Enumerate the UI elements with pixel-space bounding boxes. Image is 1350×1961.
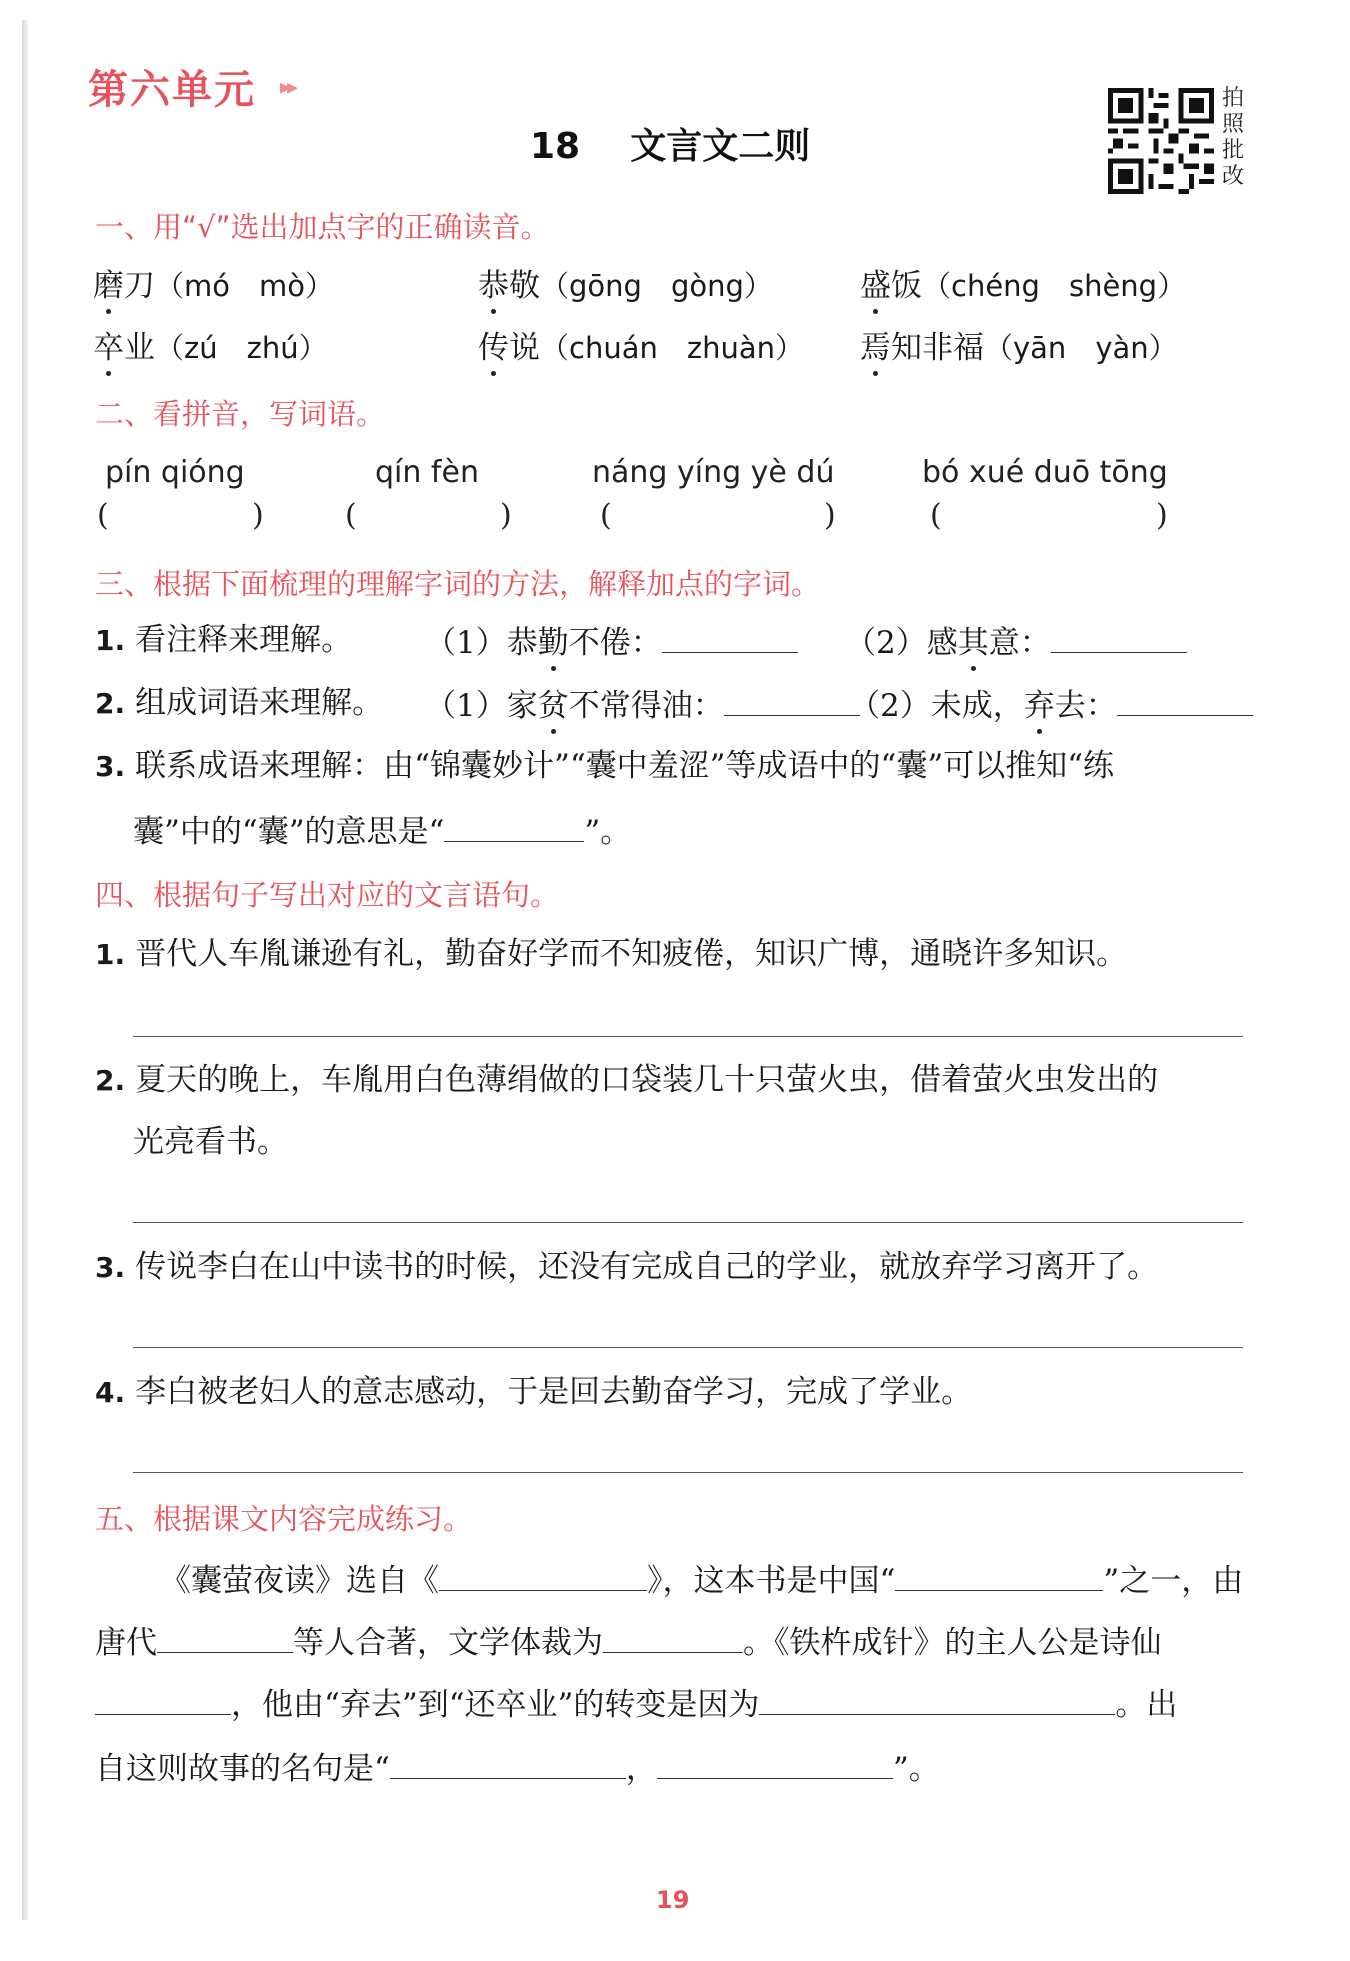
question-3-2a[interactable]: （1）家贫不常得油： (425, 683, 860, 726)
answer-blank (657, 1746, 893, 1779)
answer-paren-open: ( (97, 498, 109, 533)
answer-blank (759, 1682, 1115, 1715)
fill-line-4[interactable]: 自这则故事的名句是“ ， ”。 (95, 1746, 940, 1789)
answer-blank (724, 683, 860, 716)
answer-blank (603, 1620, 743, 1653)
question-3-3-line2[interactable]: 囊”中的“囊”的意思是“ ”。 (133, 809, 631, 852)
reading-item[interactable]: 卒业（zú zhú） (93, 330, 328, 366)
answer-blank (662, 620, 798, 653)
lesson-title (530, 118, 810, 169)
section4-title: 四、根据句子写出对应的文言语句。 (95, 878, 560, 912)
pinyin-4: bó xué duō tōng (922, 455, 1168, 490)
fill-line-2[interactable]: 唐代 等人合著，文学体裁为 。《铁杵成针》的主人公是诗仙 (95, 1620, 1162, 1663)
question-3-2b[interactable]: （2）未成，弃去： (849, 683, 1253, 726)
section3-title: 三、根据下面梳理的理解字词的方法，解释加点的字词。 (95, 567, 821, 601)
question-4-2: 2. 夏天的晚上，车胤用白色薄绢做的口袋装几十只萤火虫，借着萤火虫发出的 (95, 1062, 1159, 1098)
answer-paren-open: ( (345, 498, 357, 533)
answer-line[interactable] (133, 1036, 1243, 1037)
question-4-4: 4. 李白被老妇人的意志感动，于是回去勤奋学习，完成了学业。 (95, 1374, 973, 1410)
answer-blank (895, 1558, 1103, 1591)
reading-item[interactable]: 恭敬（gōng gòng） (478, 268, 773, 304)
page-number: 19 (656, 1886, 690, 1914)
answer-blank (390, 1746, 626, 1779)
fill-line-1[interactable]: 《囊萤夜读》选自《 》，这本书是中国“ ”之一，由 (160, 1558, 1243, 1601)
question-4-3: 3. 传说李白在山中读书的时候，还没有完成自己的学业，就放弃学习离开了。 (95, 1249, 1159, 1285)
question-4-1: 1. 晋代人车胤谦逊有礼，勤奋好学而不知疲倦，知识广博，通晓许多知识。 (95, 936, 1128, 972)
answer-blank (439, 1558, 647, 1591)
lesson-number: 18 (530, 126, 581, 167)
section2-title: 二、看拼音，写词语。 (95, 397, 386, 431)
qr-label: 拍 照 批 改 (1222, 86, 1245, 189)
pinyin-1: pín qióng (105, 455, 245, 490)
answer-paren-close: ) (1156, 498, 1168, 533)
answer-paren-close: ) (500, 498, 512, 533)
reading-item[interactable]: 磨刀（mó mò） (93, 268, 334, 304)
answer-blank (1117, 683, 1253, 716)
answer-blank (157, 1620, 293, 1653)
pinyin-3: náng yíng yè dú (592, 455, 835, 490)
pinyin-2: qín fèn (375, 455, 479, 490)
answer-line[interactable] (133, 1222, 1243, 1223)
answer-paren-open: ( (930, 498, 942, 533)
page-binding-edge (22, 20, 28, 1920)
qr-code-icon[interactable] (1108, 88, 1214, 194)
unit-header: 第六单元 (88, 67, 256, 113)
answer-blank (444, 809, 584, 842)
question-4-2-line2: 光亮看书。 (133, 1124, 288, 1160)
answer-paren-close: ) (824, 498, 836, 533)
answer-line[interactable] (133, 1472, 1243, 1473)
fill-line-3[interactable]: ，他由“弃去”到“还卒业”的转变是因为 。出 (95, 1682, 1177, 1725)
question-3-1b[interactable]: （2）感其意： (845, 620, 1187, 663)
reading-item[interactable]: 传说（chuán zhuàn） (478, 330, 804, 366)
reading-item[interactable]: 焉知非福（yān yàn） (860, 330, 1178, 366)
question-3-1a[interactable]: （1）恭勤不倦： (425, 620, 798, 663)
question-3-1: 1. 看注释来理解。 (95, 622, 353, 658)
lesson-title-text: 文言文二则 (630, 126, 811, 167)
answer-line[interactable] (133, 1347, 1243, 1348)
answer-blank (1051, 620, 1187, 653)
reading-item[interactable]: 盛饭（chéng shèng） (860, 268, 1187, 304)
unit-arrows-icon: ▸▸ (280, 75, 295, 100)
answer-paren-open: ( (600, 498, 612, 533)
answer-blank (95, 1682, 231, 1715)
section5-title: 五、根据课文内容完成练习。 (95, 1502, 473, 1536)
question-3-3: 3. 联系成语来理解：由“锦囊妙计”“囊中羞涩”等成语中的“囊”可以推知“练 (95, 748, 1115, 784)
answer-paren-close: ) (252, 498, 264, 533)
section1-title: 一、用“√”选出加点字的正确读音。 (95, 210, 550, 244)
question-3-2: 2. 组成词语来理解。 (95, 685, 384, 721)
